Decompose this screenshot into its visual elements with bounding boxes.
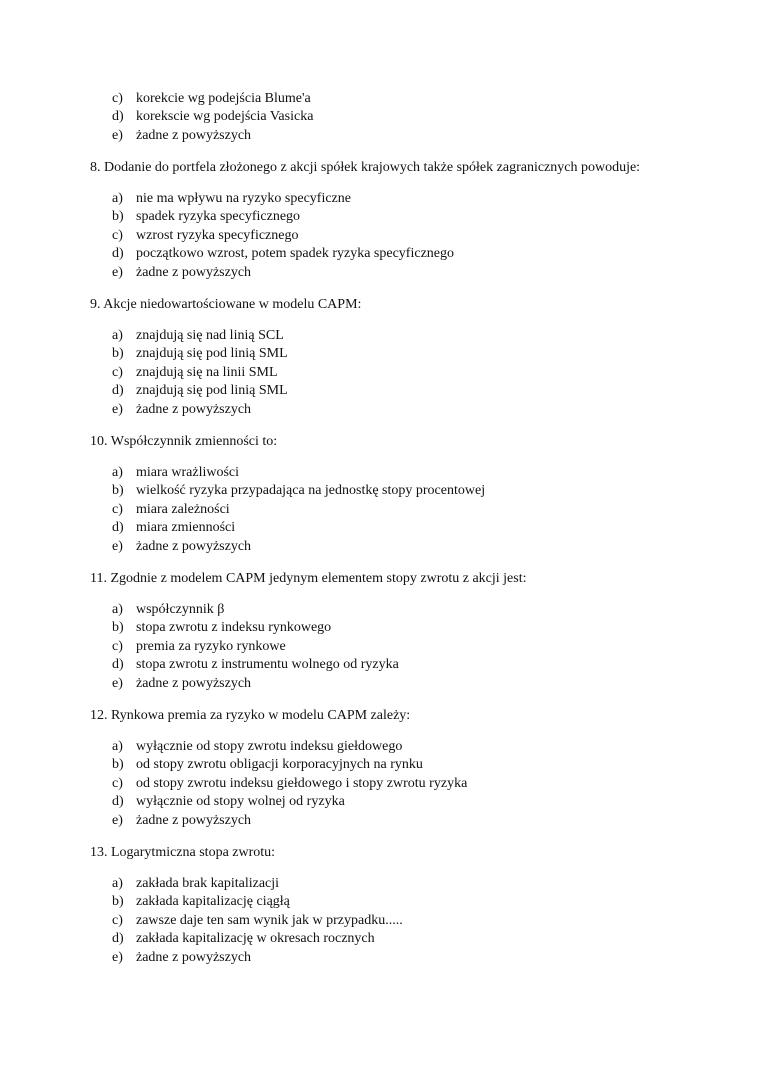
- option-prev-d: d) korekscie wg podejścia Vasicka: [112, 109, 314, 124]
- question-9: 9. Akcje niedowartościowane w modelu CAPM:: [90, 297, 362, 312]
- q10-option-a: a) miara wrażliwości: [112, 465, 240, 480]
- q13-option-a: a) zakłada brak kapitalizacji: [112, 876, 280, 891]
- question-10: 10. Współczynnik zmienności to:: [90, 434, 278, 449]
- q8-option-b: b) spadek ryzyka specyficznego: [112, 209, 301, 224]
- q8-option-a: a) nie ma wpływu na ryzyko specyficzne: [112, 191, 351, 206]
- q13-option-b: b) zakłada kapitalizację ciągłą: [112, 894, 290, 909]
- q8-option-c: c) wzrost ryzyka specyficznego: [112, 228, 299, 243]
- q9-option-e: e) żadne z powyższych: [112, 402, 252, 417]
- q11-option-e: e) żadne z powyższych: [112, 676, 252, 691]
- option-prev-e: e) żadne z powyższych: [112, 128, 252, 143]
- q11-option-d: d) stopa zwrotu z instrumentu wolnego od ryzyka: [112, 657, 399, 672]
- q10-option-e: e) żadne z powyższych: [112, 539, 252, 554]
- q8-option-e: e) żadne z powyższych: [112, 265, 252, 280]
- question-13: 13. Logarytmiczna stopa zwrotu:: [90, 845, 276, 860]
- q13-option-d: d) zakłada kapitalizację w okresach rocznych: [112, 931, 375, 946]
- q11-option-c: c) premia za ryzyko rynkowe: [112, 639, 286, 654]
- q10-option-d: d) miara zmienności: [112, 520, 236, 535]
- q9-option-c: c) znajdują się na linii SML: [112, 365, 278, 380]
- option-prev-c: c) korekcie wg podejścia Blume'a: [112, 91, 311, 106]
- q13-option-e: e) żadne z powyższych: [112, 950, 252, 965]
- q13-option-c: c) zawsze daje ten sam wynik jak w przypadku.....: [112, 913, 403, 928]
- question-8: 8. Dodanie do portfela złożonego z akcji spółek krajowych także spółek zagranicznych powoduje:: [90, 160, 641, 175]
- q12-option-d: d) wyłącznie od stopy wolnej od ryzyka: [112, 794, 345, 809]
- q12-option-c: c) od stopy zwrotu indeksu giełdowego i stopy zwrotu ryzyka: [112, 776, 468, 791]
- q12-option-b: b) od stopy zwrotu obligacji korporacyjnych na rynku: [112, 757, 423, 772]
- question-12: 12. Rynkowa premia za ryzyko w modelu CAPM zależy:: [90, 708, 411, 723]
- q9-option-b: b) znajdują się pod linią SML: [112, 346, 288, 361]
- q11-option-b: b) stopa zwrotu z indeksu rynkowego: [112, 620, 332, 635]
- q12-option-a: a) wyłącznie od stopy zwrotu indeksu giełdowego: [112, 739, 403, 754]
- q12-option-e: e) żadne z powyższych: [112, 813, 252, 828]
- q11-option-a: a) współczynnik β: [112, 602, 225, 617]
- q10-option-c: c) miara zależności: [112, 502, 230, 517]
- q8-option-d: d) początkowo wzrost, potem spadek ryzyka specyficznego: [112, 246, 454, 261]
- q9-option-a: a) znajdują się nad linią SCL: [112, 328, 284, 343]
- q9-option-d: d) znajdują się pod linią SML: [112, 383, 288, 398]
- question-11: 11. Zgodnie z modelem CAPM jedynym elementem stopy zwrotu z akcji jest:: [90, 571, 527, 586]
- q10-option-b: b) wielkość ryzyka przypadająca na jednostkę stopy procentowej: [112, 483, 486, 498]
